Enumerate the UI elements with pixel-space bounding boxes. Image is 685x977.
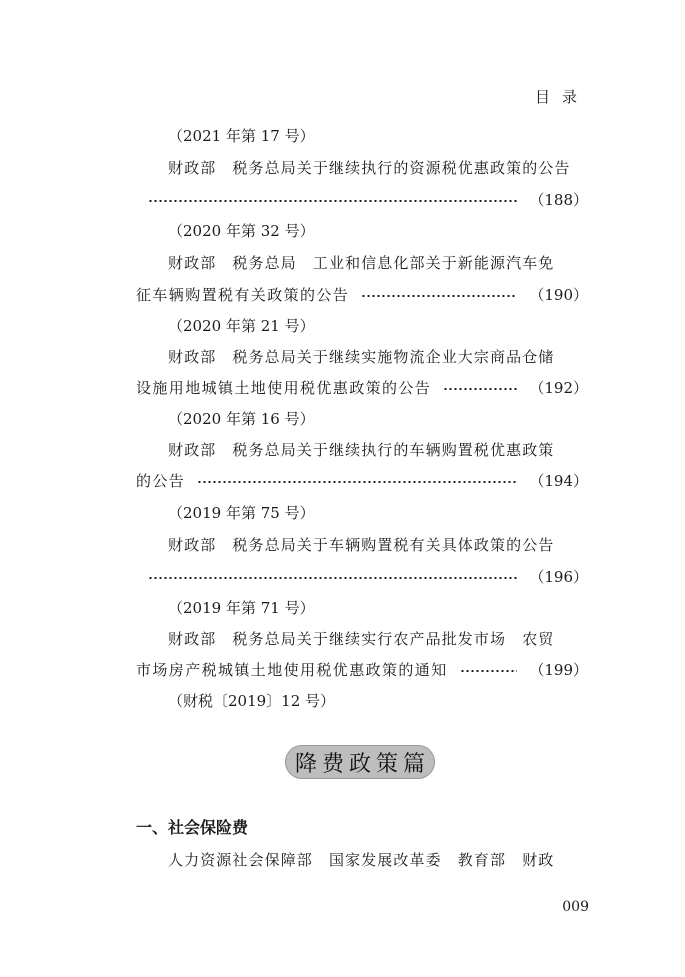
toc-leader-row[interactable] [136, 564, 588, 590]
section-heading: 一、社会保险费 [136, 818, 249, 837]
toc-doc-number: （财税〔2019〕12 号） [168, 692, 336, 710]
toc-doc-number: （2019 年第 71 号） [168, 599, 315, 617]
toc-page-number: （188） [529, 191, 588, 209]
toc-leader-row[interactable] [136, 468, 588, 494]
toc-leader-row[interactable] [136, 657, 588, 683]
toc-entry-title[interactable]: 财政部 税务总局关于继续实施物流企业大宗商品仓储 [168, 348, 555, 366]
dot-leader [148, 577, 517, 579]
toc-page-number: （194） [529, 472, 588, 490]
toc-entry-title[interactable]: 财政部 税务总局 工业和信息化部关于新能源汽车免 [168, 254, 555, 272]
toc-entry-title-continued: 的公告 [136, 472, 186, 490]
toc-entry-title[interactable]: 财政部 税务总局关于继续实行农产品批发市场 农贸 [168, 630, 555, 648]
dot-leader [361, 295, 517, 297]
toc-page-number: （199） [529, 661, 588, 679]
section-banner [285, 745, 435, 779]
dot-leader [197, 481, 517, 483]
page-header-title: 目录 [534, 88, 589, 106]
toc-page-number: （190） [529, 286, 588, 304]
toc-leader-row[interactable] [136, 282, 588, 308]
body-text-line: 人力资源社会保障部 国家发展改革委 教育部 财政 [168, 851, 555, 869]
toc-leader-row[interactable] [136, 187, 588, 213]
toc-entry-title-continued: 市场房产税城镇土地使用税优惠政策的通知 [136, 661, 448, 679]
toc-entry-title-continued: 征车辆购置税有关政策的公告 [136, 286, 350, 304]
toc-entry-title-continued: 设施用地城镇土地使用税优惠政策的公告 [136, 379, 432, 397]
dot-leader [443, 388, 517, 390]
toc-page-number: （192） [529, 379, 588, 397]
toc-doc-number: （2021 年第 17 号） [168, 127, 315, 145]
dot-leader [460, 670, 518, 672]
toc-doc-number: （2019 年第 75 号） [168, 504, 315, 522]
dot-leader [148, 200, 517, 202]
toc-doc-number: （2020 年第 16 号） [168, 410, 315, 428]
toc-entry-title[interactable]: 财政部 税务总局关于继续执行的资源税优惠政策的公告 [168, 159, 571, 177]
section-banner-label: 降费政策篇 [294, 751, 430, 777]
toc-entry-title[interactable]: 财政部 税务总局关于继续执行的车辆购置税优惠政策 [168, 441, 555, 459]
page-number: 009 [562, 899, 589, 915]
toc-entry-title[interactable]: 财政部 税务总局关于车辆购置税有关具体政策的公告 [168, 536, 555, 554]
toc-leader-row[interactable] [136, 375, 588, 401]
toc-doc-number: （2020 年第 32 号） [168, 222, 315, 240]
toc-page-number: （196） [529, 568, 588, 586]
toc-doc-number: （2020 年第 21 号） [168, 317, 315, 335]
